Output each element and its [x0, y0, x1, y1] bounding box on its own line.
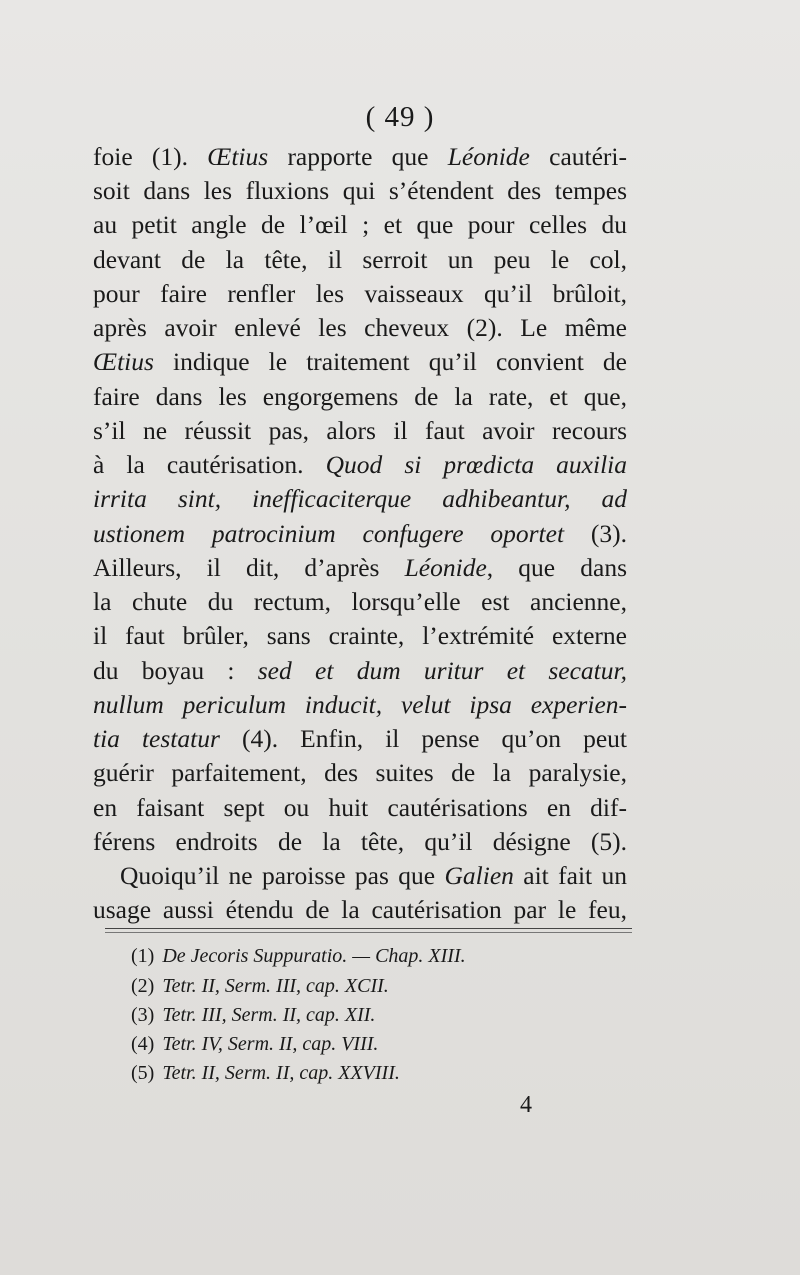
text-run: indique le traitement qu’il convient de [153, 347, 627, 376]
italic-run: nullum periculum inducit, velut ipsa experien- [93, 690, 627, 719]
footnote [131, 942, 466, 970]
text-run: faire dans les engorgemens de la rate, et que, [93, 382, 627, 411]
footnote-number: (4) [131, 1033, 155, 1055]
footnote [131, 1001, 375, 1029]
italic-run: tia testatur [93, 724, 220, 753]
footnote [131, 1030, 378, 1058]
text-run: au petit angle de l’œil ; et que pour celles du [93, 210, 627, 239]
footnote-number: (1) [131, 945, 155, 967]
italic-run: irrita sint, inefficaciterque adhibeantur, ad [93, 484, 627, 513]
footnote-citation: De Jecoris Suppuratio. — Chap. XIII. [162, 945, 466, 967]
text-run: guérir parfaitement, des suites de la paralysie, [93, 758, 627, 787]
text-run: rapporte que [268, 142, 448, 171]
italic-run: Léonide [404, 553, 487, 582]
signature-mark: 4 [520, 1092, 532, 1118]
text-run: , que dans [486, 553, 627, 582]
text-run: pour faire renfler les vaisseaux qu’il brûloit, [93, 279, 627, 308]
italic-run: sed et dum uritur et secatur, [257, 656, 627, 685]
text-run: en faisant sept ou huit cautérisations en dif- [93, 793, 627, 822]
italic-run: Galien [444, 861, 514, 890]
footnote-number: (5) [131, 1062, 155, 1084]
text-run: cautéri- [529, 142, 627, 171]
italic-run: Léonide [447, 142, 530, 171]
text-run: (4). Enfin, il pense qu’on peut [219, 724, 627, 753]
text-run: la chute du rectum, lorsqu’elle est ancienne, [93, 587, 627, 616]
text-run: Quoiqu’il ne paroisse pas que [120, 861, 445, 890]
text-run: soit dans les fluxions qui s’étendent des tempes [93, 176, 627, 205]
footnote-citation: Tetr. II, Serm. III, cap. XCII. [162, 975, 389, 997]
italic-run: Œtius [207, 142, 269, 171]
footnote-citation: Tetr. II, Serm. II, cap. XXVIII. [162, 1062, 400, 1084]
footnote [131, 1059, 400, 1087]
text-run: devant de la tête, il serroit un peu le col, [93, 245, 627, 274]
footnote-citation: Tetr. IV, Serm. II, cap. VIII. [162, 1033, 379, 1055]
footnote [131, 972, 389, 1000]
text-run: à la cautérisation. [93, 450, 326, 479]
text-run: ait fait un [513, 861, 627, 890]
text-run: usage aussi étendu de la cautérisation par le feu, [93, 895, 627, 924]
text-run: après avoir enlevé les cheveux (2). Le même [93, 313, 627, 342]
footnote-number: (2) [131, 975, 155, 997]
text-run: il faut brûler, sans crainte, l’extrémité externe [93, 621, 627, 650]
italic-run: ustionem patrocinium confugere oportet [93, 519, 565, 548]
italic-run: Quod si prœdicta auxilia [325, 450, 627, 479]
footnote-number: (3) [131, 1004, 155, 1026]
text-run: (3). [564, 519, 627, 548]
italic-run: Œtius [93, 347, 154, 376]
page-number: ( 49 ) [365, 101, 435, 133]
text-run: Ailleurs, il dit, d’après [93, 553, 405, 582]
text-run: du boyau : [93, 656, 258, 685]
text-run: foie (1). [93, 142, 208, 171]
text-run: s’il ne réussit pas, alors il faut avoir recours [93, 416, 627, 445]
footnote-citation: Tetr. III, Serm. II, cap. XII. [162, 1004, 376, 1026]
text-run: férens endroits de la tête, qu’il désigne (5). [93, 827, 627, 856]
